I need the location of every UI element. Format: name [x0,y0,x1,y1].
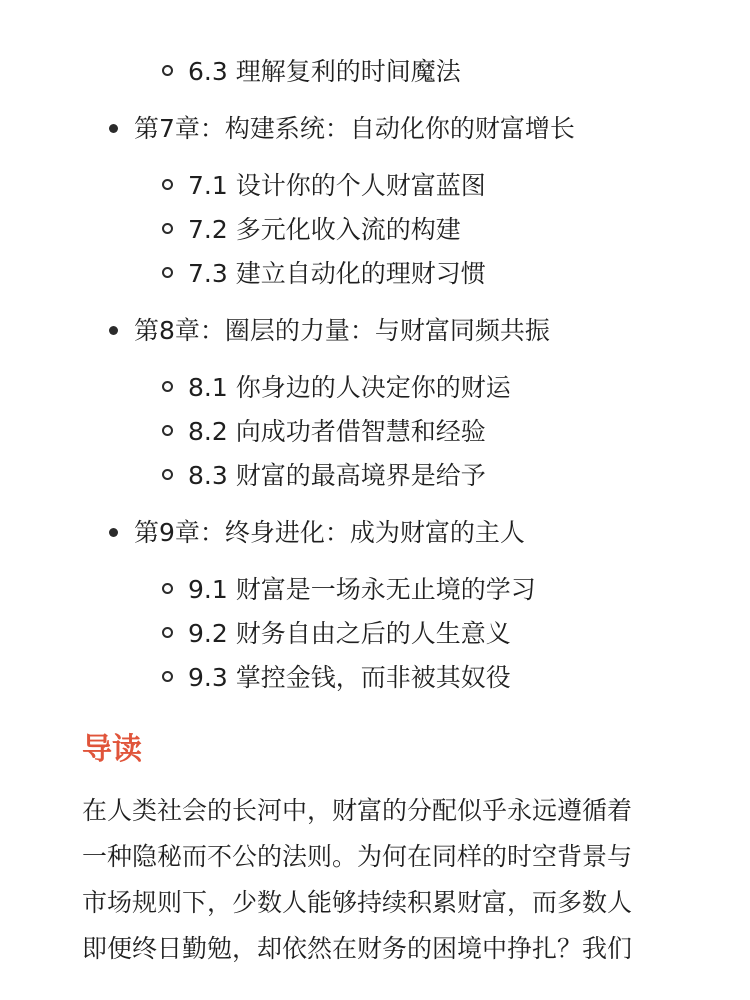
toc-chapter-item-label: 第8章：圈层的力量：与财富同频共振 [134,316,550,345]
toc-sub-item-label: 9.1 财富是一场永无止境的学习 [188,575,536,604]
circle-bullet-icon [162,179,173,190]
circle-bullet-icon [162,627,173,638]
disc-bullet-icon [109,326,118,335]
toc-sub-item-label: 6.3 理解复利的时间魔法 [188,57,461,86]
toc-sub-item-label: 7.2 多元化收入流的构建 [188,215,461,244]
paragraph-line: 市场规则下，少数人能够持续积累财富，而多数人 [82,888,633,917]
circle-bullet-icon [162,267,173,278]
circle-bullet-icon [162,469,173,480]
circle-bullet-icon [162,671,173,682]
toc-sub-item-label: 7.1 设计你的个人财富蓝图 [188,171,486,200]
section-heading: 导读 [82,732,142,767]
paragraph-line: 在人类社会的长河中，财富的分配似乎永远遵循着 [82,796,633,825]
toc-sub-item-label: 7.3 建立自动化的理财习惯 [188,259,486,288]
circle-bullet-icon [162,381,173,392]
circle-bullet-icon [162,65,173,76]
toc-sub-item-label: 8.2 向成功者借智慧和经验 [188,417,486,446]
circle-bullet-icon [162,583,173,594]
paragraph-line: 即便终日勤勉，却依然在财务的困境中挣扎？我们 [82,934,633,963]
toc-chapter-item-label: 第7章：构建系统：自动化你的财富增长 [134,114,575,143]
toc-sub-item-label: 8.1 你身边的人决定你的财运 [188,373,511,402]
disc-bullet-icon [109,124,118,133]
toc-sub-item-label: 9.2 财务自由之后的人生意义 [188,619,511,648]
toc-sub-item-label: 9.3 掌控金钱，而非被其奴役 [188,663,511,692]
paragraph-line: 一种隐秘而不公的法则。为何在同样的时空背景与 [82,842,633,871]
toc-chapter-item-label: 第9章：终身进化：成为财富的主人 [134,518,525,547]
circle-bullet-icon [162,425,173,436]
circle-bullet-icon [162,223,173,234]
intro-paragraph [82,788,682,972]
toc-sub-item-label: 8.3 财富的最高境界是给予 [188,461,486,490]
disc-bullet-icon [109,528,118,537]
